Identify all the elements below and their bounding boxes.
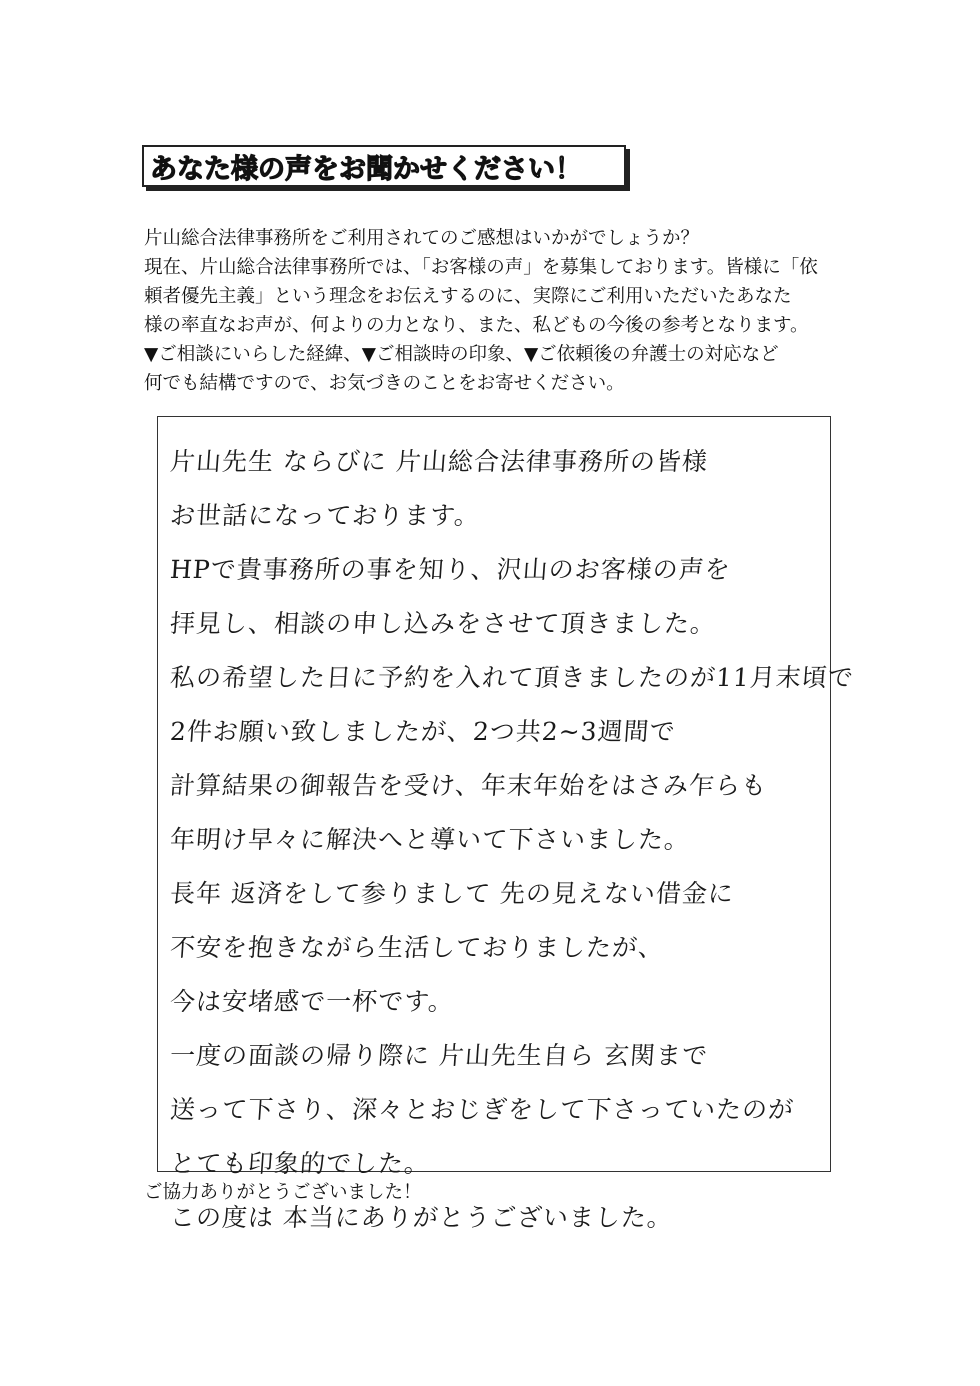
letter-line: 今は安堵感で一杯です。	[169, 987, 456, 1016]
letter-line: この度は 本当にありがとうございました。	[169, 1203, 675, 1232]
letter-line: 片山先生 ならびに 片山総合法律事務所の皆様	[169, 447, 709, 476]
letter-line: 計算結果の御報告を受け、年末年始をはさみ乍らも	[169, 771, 769, 800]
intro-line: ▼ご相談にいらした経緯、▼ご相談時の印象、▼ご依頼後の弁護士の対応など	[144, 344, 779, 365]
letter-line: 一度の面談の帰り際に 片山先生自ら 玄関まで	[169, 1041, 709, 1070]
handwritten-letter	[169, 435, 855, 1245]
intro-line: 現在、片山総合法律事務所では、「お客様の声」を募集しております。皆様に「依	[144, 257, 818, 278]
letter-line: 送って下さり、深々とおじぎをして下さっていたのが	[169, 1095, 796, 1124]
letter-line: 拝見し、相談の申し込みをさせて頂きました。	[169, 609, 718, 638]
intro-line: 何でも結構ですので、お気づきのことをお寄せください。	[144, 373, 625, 394]
intro-text	[144, 224, 864, 398]
intro-line: 片山総合法律事務所をご利用されてのご感想はいかがでしょうか？	[144, 228, 700, 249]
letter-line: 長年 返済をして参りまして 先の見えない借金に	[169, 879, 735, 908]
letter-line: HPで貴事務所の事を知り、沢山のお客様の声を	[169, 555, 732, 584]
letter-line: とても印象的でした。	[169, 1149, 432, 1178]
survey-title: あなた様の声をお聞かせください！	[150, 153, 582, 185]
letter-line: お世話になっております。	[169, 501, 482, 530]
intro-line: 頼者優先主義」という理念をお伝えするのに、実際にご利用いただいたあなた	[144, 286, 792, 307]
closing-thanks: ご協力ありがとうございました！	[144, 1182, 422, 1203]
letter-line: 2件お願い致しましたが、2つ共2~3週間で	[169, 717, 677, 746]
intro-line: 様の率直なお声が、何よりの力となり、また、私どもの今後の参考となります。	[144, 315, 809, 336]
letter-line: 私の希望した日に予約を入れて頂きましたのが11月末頃で	[169, 663, 855, 692]
letter-line: 年明け早々に解決へと導いて下さいました。	[169, 825, 692, 854]
letter-line: 不安を抱きながら生活しておりましたが、	[169, 933, 666, 962]
survey-title-box	[142, 145, 626, 187]
